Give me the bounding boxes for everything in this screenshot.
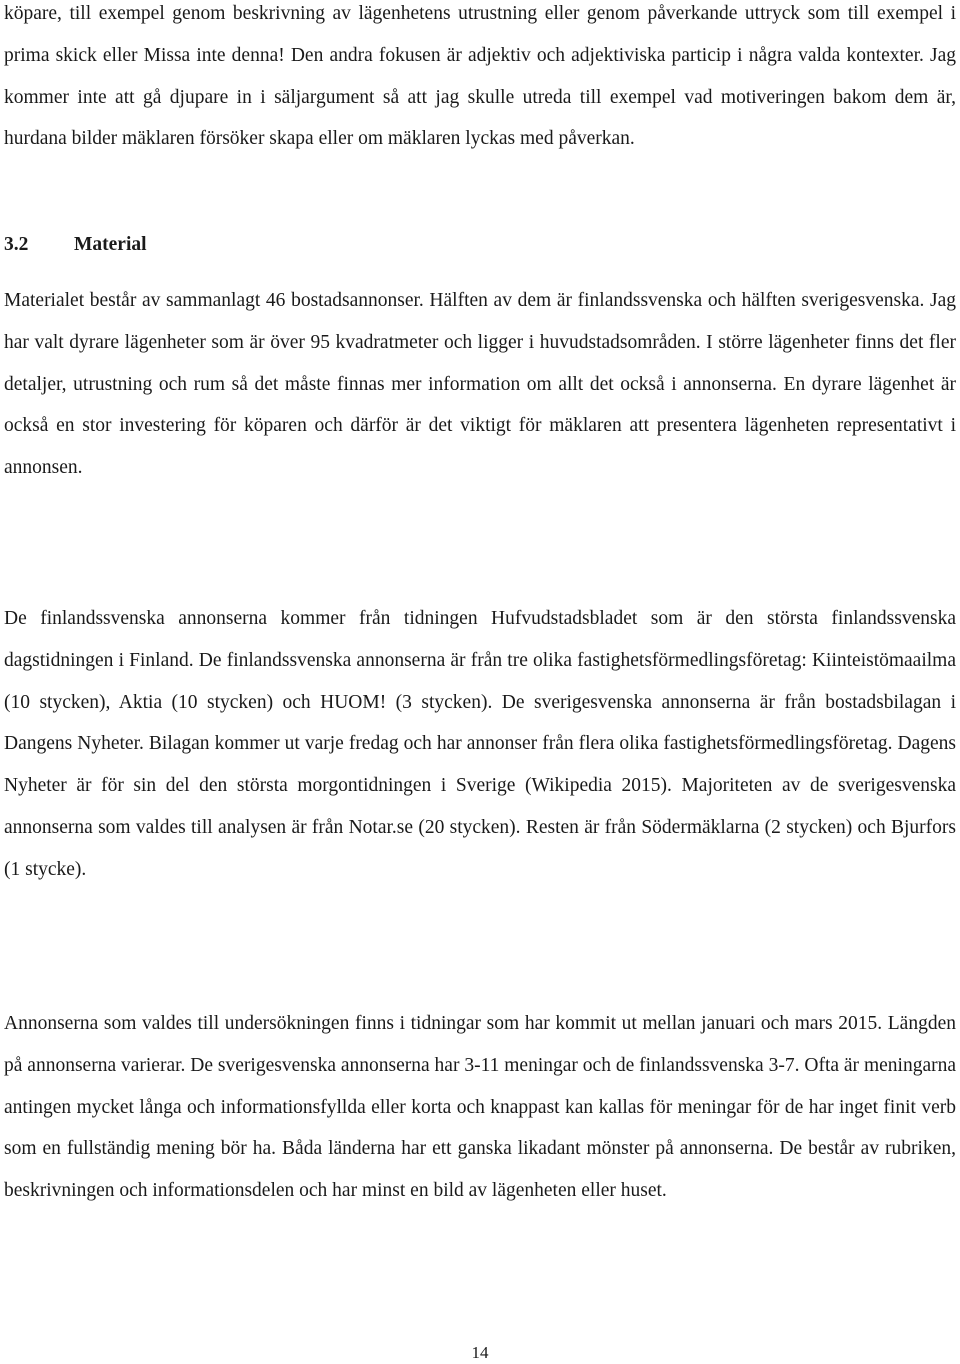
finland-paragraph: De finlandssvenska annonserna kommer från tidningen Hufvudstadsbladet som är den största finlandssvenska dagstidningen i Finland. De finlandssvenska annonserna är från tre olika fastighetsförmedlingsföretag: Kiinteistömaailma (10 stycken), Aktia (10 stycken) och HUOM! (3 stycken). De sverigesvenska annonserna är från bostadsbilagan i Dangens Nyheter. Bilagan kommer ut varje fredag och har annonser från flera olika fastighetsförmedlingsföretag. Dagens Nyheter är för sin del den största morgontidningen i Sverige (Wikipedia 2015). Majoriteten av de sverigesvenska annonserna som valdes till analysen är från Notar.se (20 stycken). Resten är från Södermäklarna (2 stycken) och Bjurfors (1 stycke). (4, 608, 956, 880)
section-heading (4, 230, 147, 260)
section-number: 3.2 (4, 234, 29, 255)
intro-paragraph: köpare, till exempel genom beskrivning av lägenhetens utrustning eller genom påverkande uttryck som till exempel i prima skick eller Missa inte denna! Den andra fokusen är adjektiv och adjektiviska particip i några valda kontexter. Jag kommer inte att gå djupare in i säljargument så att jag skulle utreda till exempel vad motiveringen bakom dem är, hurdana bilder mäklaren försöker skapa eller om mäklaren lyckas med påverkan. (4, 3, 956, 150)
section-title: Material (74, 234, 147, 255)
material-paragraph: Materialet består av sammanlagt 46 bostadsannonser. Hälften av dem är finlandssvenska och hälften sverigesvenska. Jag har valt dyrare lägenheter som är över 95 kvadratmeter och ligger i huvudstadsområden. I större lägenheter finns det fler detaljer, utrustning och rum så det måste finnas mer information om allt det också i annonserna. En dyrare lägenhet är också en stor investering för köparen och därför är det viktigt för mäklaren att presentera lägenheten representativt i annonsen. (4, 290, 956, 479)
page-number: 14 (471, 1343, 489, 1362)
annonser-paragraph: Annonserna som valdes till undersökningen finns i tidningar som har kommit ut mellan januari och mars 2015. Längden på annonserna varierar. De sverigesvenska annonserna har 3-11 meningar och de finlandssvenska 3-7. Ofta är meningarna antingen mycket långa och informationsfyllda eller korta och knappast kan kallas för meningar för de har inget finit verb som en fullständig mening bör ha. Båda länderna har ett ganska likadant mönster på annonserna. De består av rubriken, beskrivningen och informationsdelen och har minst en bild av lägenheten eller huset. (4, 1013, 956, 1202)
